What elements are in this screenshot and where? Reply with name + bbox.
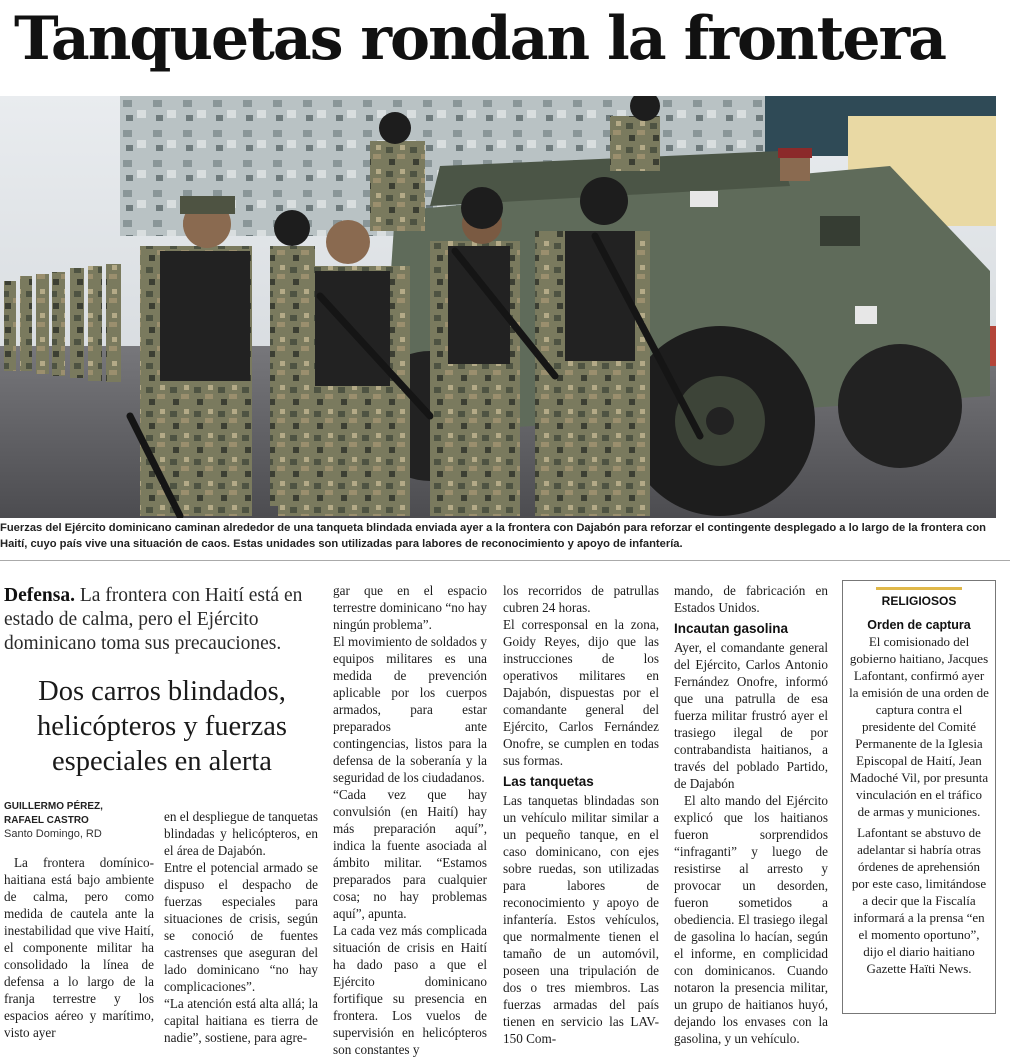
byline-author-2: RAFAEL CASTRO [4, 815, 89, 826]
photo-illustration [0, 96, 996, 518]
section-heading-gasolina: Incautan gasolina [674, 621, 789, 636]
paragraph: El comisionado del gobierno haitiano, Jacques Lafontant, confirmó ayer la emisión de una orden de captura contra el presidente del Comité Permanente de la Iglesia Episcopal de Haití, Jean Madoché Vil, por presunta vinculación en el tráfico de armas y municiones. [849, 634, 989, 819]
paragraph: los recorridos de patrullas cubren 24 horas. [503, 583, 659, 615]
lead-text: La frontera con Haití está en estado de calma, pero el Ejército dominicano toma sus precauciones. [4, 585, 303, 654]
divider [0, 560, 1010, 561]
article-column-1 [4, 854, 154, 1041]
subheadline: Dos carros blindados, helicópteros y fuerzas especiales en alerta [36, 676, 288, 777]
paragraph: Las tanquetas blindadas son un vehículo militar similar a un pequeño tanque, en el caso dominicano, con ejes sobre ruedas, son utilizadas para labores de reconocimiento y apoyo de infantería. Estos vehículos, que normalmente tienen el tamaño de un automóvil, poseen una tripulación de dos o tres miembros. Las fuerzas armadas del país tienen en servicio las LAV-150 Com- [503, 793, 659, 1046]
news-photo [0, 96, 996, 518]
article-column-3 [333, 582, 487, 1058]
sidebar-body [849, 633, 989, 977]
sidebar-tag: RELIGIOSOS [876, 587, 962, 608]
byline-author-1: GUILLERMO PÉREZ, [4, 801, 103, 812]
article-column-2 [164, 808, 318, 1046]
paragraph: El alto mando del Ejército explicó que los haitianos fueron sorprendidos “infraganti” y luego de resistirse al arresto y provocar un desorden, fueron sometidos a obediencia. El trasiego ilegal de gasolina lo hacían, según el informe, en complicidad con dominicanos. Cuando notaron la presencia militar, un grupo de haitianos huyó, dejando los envases con la gasolina, y un vehículo. [674, 793, 828, 1046]
paragraph: “Cada vez que hay convulsión (en Haití) hay más preparación aquí”, indica la fuente asociada al ámbito militar. “Estamos preparados para cualquier cosa; no hay problemas aquí”, apunta. [333, 787, 487, 921]
paragraph: Lafontant se abstuvo de adelantar si habría otras órdenes de aprehensión por este caso, limitándose a decir que la Fiscalía informará a la prensa “en el momento oportuno”, dijo el diario haitiano Gazette Haïti News. [851, 825, 987, 976]
byline [4, 800, 164, 828]
paragraph: “La atención está alta allá; la capital haitiana es tierra de nadie”, sostiene, para agre- [164, 996, 318, 1045]
paragraph: La frontera domínico-haitiana está bajo ambiente de calma, pero como medida de cautela ante la inestabilidad que vive Haití, el componente militar ha consolidado la línea de defensa a lo largo de la franja terrestre y los espacios aéreo y marítimo, visto ayer [4, 855, 154, 1040]
paragraph: en el despliegue de tanquetas blindadas y helicópteros, en el área de Dajabón. [164, 809, 318, 858]
article-column-5 [674, 582, 828, 1047]
photo-caption: Fuerzas del Ejército dominicano caminan alrededor de una tanqueta blindada enviada ayer a la frontera con Dajabón para reforzar el contingente desplegado a lo largo de la frontera con Haití, cuyo país vive una situación de caos. Estas unidades son utilizadas para labores de reconocimiento y apoyo de infantería. [0, 522, 986, 550]
headline: Tanquetas rondan la frontera [14, 4, 946, 74]
paragraph: El movimiento de soldados y equipos militares es una medida de prevención aplicable por los cuerpos armados, para estar preparados ante contingencias, listos para la defensa de la soberanía y la seguridad de los ciudadanos. [333, 634, 487, 785]
section-heading-tanquetas: Las tanquetas [503, 774, 594, 789]
sidebar-box [842, 580, 996, 1014]
dateline: Santo Domingo, RD [4, 828, 102, 840]
paragraph: La cada vez más complicada situación de crisis en Haití ha dado paso a que el Ejército dominicano fortifique su presencia en frontera. Los vuelos de supervisión en helicópteros son constantes y [333, 923, 487, 1057]
paragraph: Entre el potencial armado se dispuso el despacho de fuerzas especiales para situaciones de crisis, según se conoció de fuentes castrenses que aseguran del lado dominicano “no hay complicaciones”. [164, 860, 318, 994]
paragraph: mando, de fabricación en Estados Unidos. [674, 583, 828, 615]
sidebar-title: Orden de captura [867, 618, 971, 632]
lead-kicker: Defensa. [4, 585, 75, 606]
paragraph: Ayer, el comandante general del Ejército, Carlos Antonio Fernández Onofre, informó que una patrulla de esa fuerza militar frustró ayer el trasiego ilegal de por contrabandista haitianos, a través del poblado Partido, de Dajabón [674, 640, 828, 791]
lead-paragraph [4, 584, 324, 656]
paragraph: gar que en el espacio terrestre dominicano “no hay ningún problema”. [333, 583, 487, 632]
article-column-4 [503, 582, 659, 1047]
paragraph: El corresponsal en la zona, Goidy Reyes, dijo que las instrucciones de los operativos militares en Dajabón, dispuestas por el comandante general del Ejército, Carlos Fernández Onofre, se cumplen en todas sus formas. [503, 617, 659, 768]
